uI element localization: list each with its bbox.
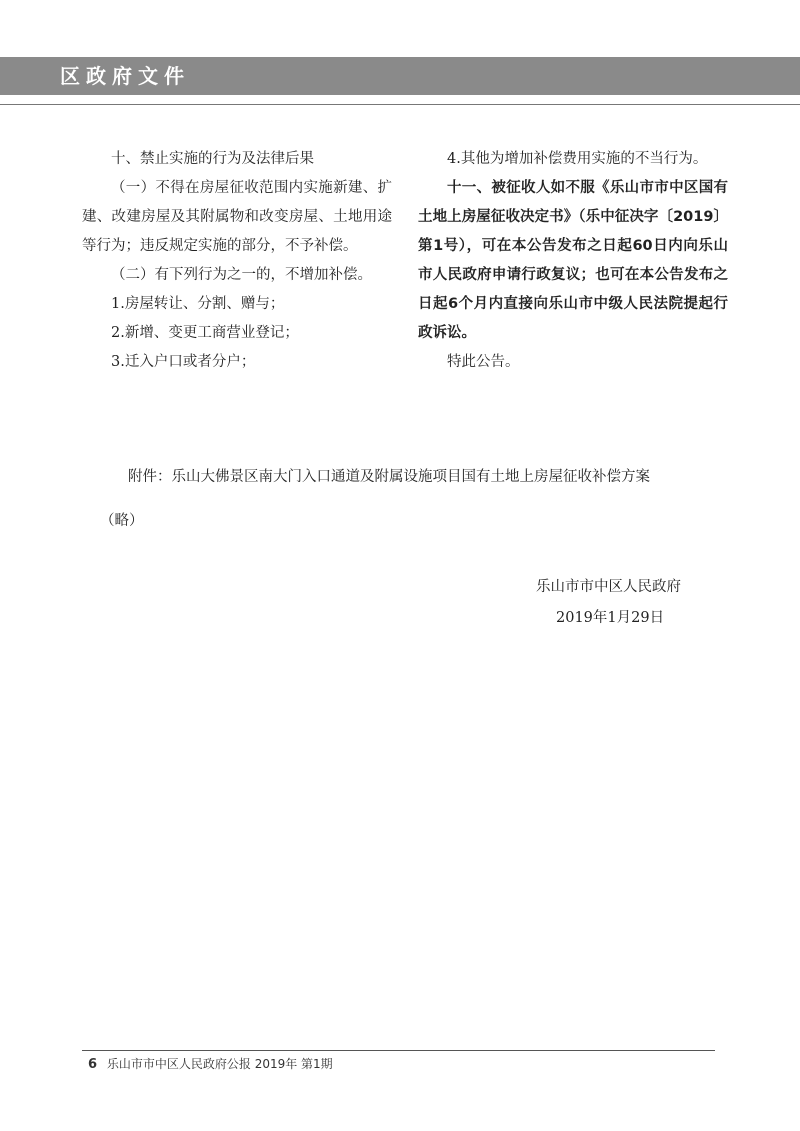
list-item: 3.迁入户口或者分户； xyxy=(111,354,256,370)
section-title: 区政府文件 xyxy=(60,64,190,88)
paragraph-prohibition-2: （二）有下列行为之一的，不增加补偿。 xyxy=(111,267,372,283)
publication-name: 乐山市市中区人民政府公报 2019年 第1期 xyxy=(106,1057,333,1071)
page-number: 6 xyxy=(88,1057,98,1072)
footer-divider xyxy=(82,1050,715,1051)
closing-statement: 特此公告。 xyxy=(447,354,520,370)
page-footer xyxy=(88,1055,333,1074)
header-divider xyxy=(0,104,800,105)
attachment-line: 附件：乐山大佛景区南大门入口通道及附属设施项目国有土地上房屋征收补偿方案 xyxy=(128,469,650,485)
issuer-signature: 乐山市市中区人民政府 xyxy=(536,579,681,595)
list-item: 1.房屋转让、分割、赠与； xyxy=(111,296,285,312)
paragraph-appeal-rights: 十一、被征收人如不服《乐山市市中区国有土地上房屋征收决定书》（乐中征决字〔2019〕第1号），可在本公告发布之日起60日内向乐山市人民政府申请行政复议；也可在本公告发布之日起6个月内直接向乐山市中级人民法院提起行政诉讼。 xyxy=(418,180,728,341)
right-column xyxy=(418,145,728,377)
left-column xyxy=(82,145,392,377)
attachment-note: （略） xyxy=(100,513,144,529)
list-item: 4.其他为增加补偿费用实施的不当行为。 xyxy=(447,151,708,167)
paragraph-prohibition-1: （一）不得在房屋征收范围内实施新建、扩建、改建房屋及其附属物和改变房屋、土地用途等行为；违反规定实施的部分，不予补偿。 xyxy=(82,180,392,254)
issue-date: 2019年1月29日 xyxy=(556,610,665,626)
section-heading-10: 十、禁止实施的行为及法律后果 xyxy=(111,151,314,167)
list-item: 2.新增、变更工商营业登记； xyxy=(111,325,299,341)
